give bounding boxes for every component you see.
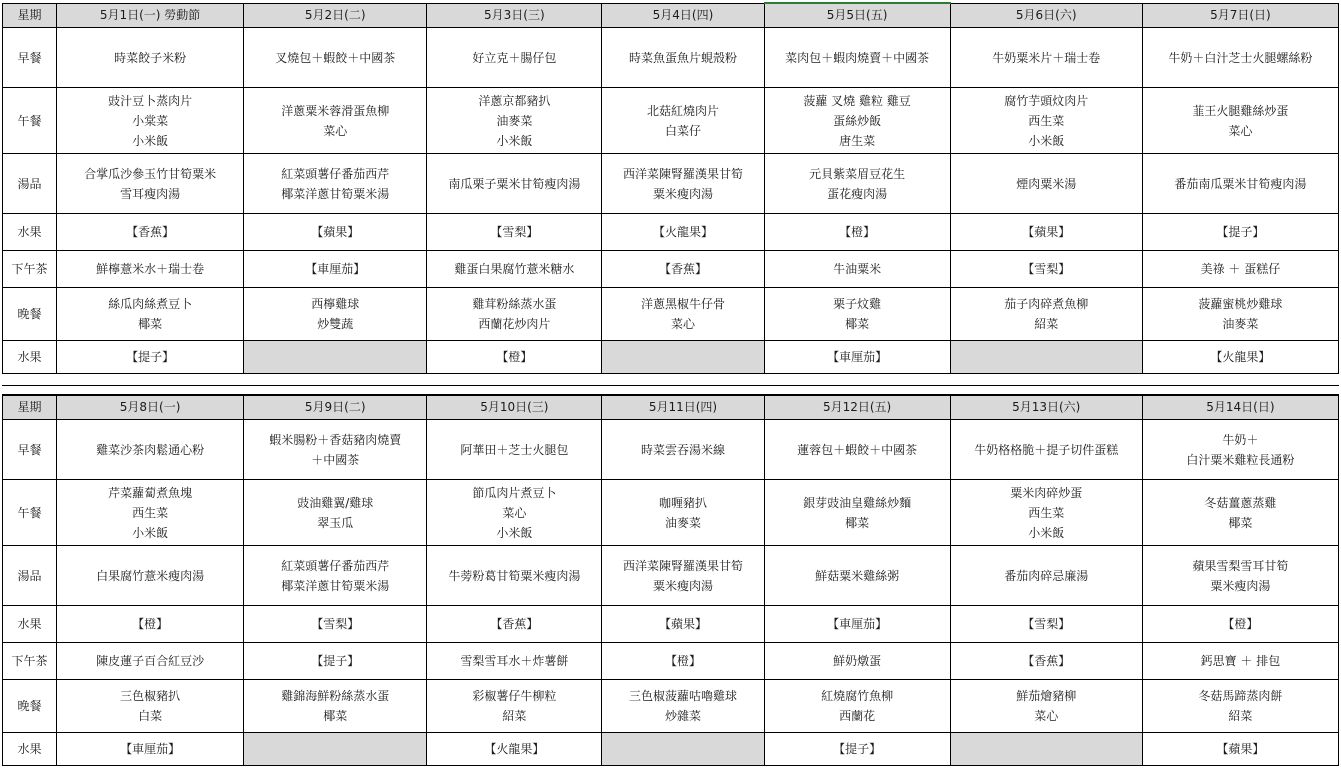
meal-type-label[interactable]: 水果 (3, 733, 57, 766)
menu-cell[interactable] (950, 733, 1142, 766)
menu-cell[interactable]: 洋蔥京都豬扒 油麥菜 小米飯 (427, 88, 602, 154)
date-header-cell[interactable]: 5月7日(日) (1142, 3, 1338, 28)
menu-cell[interactable]: 番茄南瓜粟米甘筍瘦肉湯 (1142, 154, 1338, 214)
date-header-cell[interactable]: 5月2日(二) (244, 3, 427, 28)
menu-cell[interactable]: 【蘋果】 (950, 214, 1142, 251)
menu-cell[interactable]: 【車厘茄】 (764, 341, 950, 374)
menu-cell[interactable]: 豉汁豆卜蒸肉片 小棠菜 小米飯 (57, 88, 244, 154)
menu-cell[interactable]: 【香蕉】 (57, 214, 244, 251)
menu-cell[interactable]: 絲瓜肉絲煮豆卜 椰菜 (57, 288, 244, 341)
menu-cell[interactable]: 北菇紅燒肉片 白菜仔 (602, 88, 764, 154)
menu-cell[interactable]: 芹菜蘿蔔煮魚塊 西生菜 小米飯 (57, 480, 244, 546)
meal-type-label[interactable]: 午餐 (3, 480, 57, 546)
menu-cell[interactable]: 三色椒菠蘿咕嚕雞球 炒雜菜 (602, 680, 764, 733)
menu-cell[interactable]: 豉油雞翼/雞球 翠玉瓜 (244, 480, 427, 546)
menu-cell[interactable]: 【香蕉】 (950, 643, 1142, 680)
menu-cell[interactable]: 腐竹芋頭炆肉片 西生菜 小米飯 (950, 88, 1142, 154)
date-header-cell[interactable]: 5月12日(五) (764, 396, 950, 420)
menu-cell[interactable]: 時菜餃子米粉 (57, 28, 244, 88)
menu-cell[interactable]: 好立克＋腸仔包 (427, 28, 602, 88)
menu-cell[interactable]: 牛蒡粉葛甘筍粟米瘦肉湯 (427, 546, 602, 606)
menu-cell[interactable]: 【橙】 (57, 606, 244, 643)
date-header-cell[interactable]: 5月14日(日) (1142, 396, 1338, 420)
date-header-cell[interactable]: 5月9日(二) (244, 396, 427, 420)
menu-cell[interactable]: 白果腐竹薏米瘦肉湯 (57, 546, 244, 606)
menu-cell[interactable]: 牛奶粟米片＋瑞士卷 (950, 28, 1142, 88)
meal-type-label[interactable]: 水果 (3, 214, 57, 251)
menu-cell[interactable]: 【雪梨】 (244, 606, 427, 643)
menu-cell[interactable]: 美祿 ＋ 蛋糕仔 (1142, 251, 1338, 288)
menu-cell[interactable]: 菜肉包＋蝦肉燒賣＋中國茶 (764, 28, 950, 88)
menu-cell[interactable]: 蓮蓉包＋蝦餃＋中國茶 (764, 420, 950, 480)
menu-cell[interactable]: 【蘋果】 (1142, 733, 1338, 766)
menu-cell[interactable]: 【火龍果】 (1142, 341, 1338, 374)
menu-cell[interactable]: 節瓜肉片煮豆卜 菜心 小米飯 (427, 480, 602, 546)
menu-cell[interactable]: 菠蘿蜜桃炒雞球 油麥菜 (1142, 288, 1338, 341)
meal-type-label[interactable]: 湯品 (3, 546, 57, 606)
menu-cell[interactable]: 【車厘茄】 (244, 251, 427, 288)
menu-cell[interactable]: 鮮奶燉蛋 (764, 643, 950, 680)
menu-cell[interactable]: 【橙】 (764, 214, 950, 251)
menu-cell[interactable]: 銀芽豉油皇雞絲炒麵 椰菜 (764, 480, 950, 546)
menu-cell[interactable]: 【橙】 (1142, 606, 1338, 643)
meal-type-label[interactable]: 早餐 (3, 28, 57, 88)
menu-cell[interactable] (950, 341, 1142, 374)
date-header-cell[interactable]: 5月10日(三) (427, 396, 602, 420)
menu-cell[interactable]: 韮王火腿雞絲炒蛋 菜心 (1142, 88, 1338, 154)
menu-week-2 (2, 395, 1339, 766)
menu-cell[interactable]: 牛油粟米 (764, 251, 950, 288)
menu-cell[interactable]: 合掌瓜沙參玉竹甘筍粟米 雪耳瘦肉湯 (57, 154, 244, 214)
date-header-cell[interactable]: 5月6日(六) (950, 3, 1142, 28)
menu-cell[interactable]: 【香蕉】 (602, 251, 764, 288)
menu-cell[interactable]: 三色椒豬扒 白菜 (57, 680, 244, 733)
menu-cell[interactable]: 【車厘茄】 (57, 733, 244, 766)
menu-cell[interactable]: 【火龍果】 (602, 214, 764, 251)
date-header-cell[interactable]: 5月1日(一) 勞動節 (57, 3, 244, 28)
menu-cell[interactable]: 【雪梨】 (950, 606, 1142, 643)
date-header-cell[interactable]: 5月11日(四) (602, 396, 764, 420)
menu-cell[interactable]: 紅菜頭薯仔番茄西芹 椰菜洋蔥甘筍粟米湯 (244, 154, 427, 214)
menu-cell[interactable]: 咖喱豬扒 油麥菜 (602, 480, 764, 546)
meal-type-label[interactable]: 晚餐 (3, 288, 57, 341)
menu-cell[interactable]: 紅菜頭薯仔番茄西芹 椰菜洋蔥甘筍粟米湯 (244, 546, 427, 606)
menu-cell[interactable]: 南瓜栗子粟米甘筍瘦肉湯 (427, 154, 602, 214)
menu-cell[interactable]: 鮮菇粟米雞絲粥 (764, 546, 950, 606)
date-header-cell[interactable]: 5月4日(四) (602, 3, 764, 28)
menu-cell[interactable]: 【香蕉】 (427, 606, 602, 643)
menu-cell[interactable]: 【蘋果】 (244, 214, 427, 251)
menu-cell[interactable]: 栗子炆雞 椰菜 (764, 288, 950, 341)
meal-type-label[interactable]: 下午茶 (3, 643, 57, 680)
menu-cell[interactable]: 蘋果雪梨雪耳甘筍 粟米瘦肉湯 (1142, 546, 1338, 606)
menu-cell[interactable]: 【提子】 (764, 733, 950, 766)
menu-cell[interactable]: 牛奶＋ 白汁粟米雞粒長通粉 (1142, 420, 1338, 480)
menu-cell[interactable]: 時菜雲吞湯米線 (602, 420, 764, 480)
menu-cell[interactable]: 鮮檸薏米水＋瑞士卷 (57, 251, 244, 288)
menu-cell[interactable]: 紅燒腐竹魚柳 西蘭花 (764, 680, 950, 733)
meal-type-label[interactable]: 晚餐 (3, 680, 57, 733)
date-header-cell[interactable]: 5月5日(五) (764, 3, 950, 28)
meal-type-label[interactable]: 水果 (3, 606, 57, 643)
menu-cell[interactable]: 鮮茄燴豬柳 菜心 (950, 680, 1142, 733)
week-separator (2, 385, 1339, 395)
menu-cell[interactable]: 元貝紫菜眉豆花生 蛋花瘦肉湯 (764, 154, 950, 214)
menu-cell[interactable]: 【提子】 (244, 643, 427, 680)
menu-cell[interactable]: 西檸雞球 炒雙蔬 (244, 288, 427, 341)
menu-cell[interactable]: 【橙】 (602, 643, 764, 680)
menu-cell[interactable]: 【車厘茄】 (764, 606, 950, 643)
menu-cell[interactable]: 【雪梨】 (427, 214, 602, 251)
menu-cell[interactable]: 蝦米腸粉＋香菇豬肉燒賣 ＋中國茶 (244, 420, 427, 480)
menu-week-1 (2, 2, 1339, 374)
menu-cell[interactable]: 陳皮蓮子百合紅豆沙 (57, 643, 244, 680)
menu-cell[interactable]: 雞錦海鮮粉絲蒸水蛋 椰菜 (244, 680, 427, 733)
date-header-cell[interactable]: 5月13日(六) (950, 396, 1142, 420)
menu-cell[interactable]: 【火龍果】 (427, 733, 602, 766)
menu-cell[interactable]: 番茄肉碎忌廉湯 (950, 546, 1142, 606)
menu-cell[interactable]: 【雪梨】 (950, 251, 1142, 288)
menu-cell[interactable]: 彩椒薯仔牛柳粒 紹菜 (427, 680, 602, 733)
meal-type-label[interactable]: 下午茶 (3, 251, 57, 288)
menu-cell[interactable]: 雞菜沙茶肉鬆通心粉 (57, 420, 244, 480)
menu-cell[interactable]: 西洋菜陳腎羅漢果甘筍 粟米瘦肉湯 (602, 546, 764, 606)
weekday-header-label[interactable]: 星期 (3, 396, 57, 420)
menu-cell[interactable]: 雞蛋白果腐竹薏米糖水 (427, 251, 602, 288)
menu-cell[interactable]: 牛奶＋白汁芝士火腿螺絲粉 (1142, 28, 1338, 88)
meal-type-label[interactable]: 午餐 (3, 88, 57, 154)
menu-cell[interactable]: 雪梨雪耳水＋炸薯餅 (427, 643, 602, 680)
menu-cell[interactable] (244, 733, 427, 766)
menu-cell[interactable]: 鈣思寶 ＋ 排包 (1142, 643, 1338, 680)
menu-cell[interactable]: 【橙】 (427, 341, 602, 374)
menu-cell[interactable]: 【蘋果】 (602, 606, 764, 643)
meal-type-label[interactable]: 水果 (3, 341, 57, 374)
menu-cell[interactable]: 茄子肉碎煮魚柳 紹菜 (950, 288, 1142, 341)
meal-type-label[interactable]: 湯品 (3, 154, 57, 214)
menu-cell[interactable]: 煙肉粟米湯 (950, 154, 1142, 214)
menu-cell[interactable]: 洋蔥粟米蓉滑蛋魚柳 菜心 (244, 88, 427, 154)
meal-type-label[interactable]: 早餐 (3, 420, 57, 480)
menu-cell[interactable]: 冬菇薑蔥蒸雞 椰菜 (1142, 480, 1338, 546)
menu-cell[interactable]: 菠蘿 叉燒 雞粒 雞豆 蛋絲炒飯 唐生菜 (764, 88, 950, 154)
menu-cell[interactable]: 阿華田＋芝士火腿包 (427, 420, 602, 480)
menu-cell[interactable]: 雞茸粉絲蒸水蛋 西蘭花炒肉片 (427, 288, 602, 341)
menu-cell[interactable] (244, 341, 427, 374)
menu-cell[interactable]: 【提子】 (1142, 214, 1338, 251)
menu-cell[interactable]: 時菜魚蛋魚片蜆殼粉 (602, 28, 764, 88)
date-header-cell[interactable]: 5月8日(一) (57, 396, 244, 420)
menu-cell[interactable] (602, 733, 764, 766)
menu-cell[interactable]: 洋蔥黑椒牛仔骨 菜心 (602, 288, 764, 341)
date-header-cell[interactable]: 5月3日(三) (427, 3, 602, 28)
menu-cell[interactable]: 冬菇馬蹄蒸肉餅 紹菜 (1142, 680, 1338, 733)
menu-cell[interactable]: 牛奶格格脆＋提子切件蛋糕 (950, 420, 1142, 480)
menu-cell[interactable] (602, 341, 764, 374)
menu-cell[interactable]: 西洋菜陳腎羅漢果甘筍 粟米瘦肉湯 (602, 154, 764, 214)
menu-cell[interactable]: 粟米肉碎炒蛋 西生菜 小米飯 (950, 480, 1142, 546)
menu-cell[interactable]: 【提子】 (57, 341, 244, 374)
weekday-header-label[interactable]: 星期 (3, 3, 57, 28)
menu-cell[interactable]: 叉燒包＋蝦餃＋中國茶 (244, 28, 427, 88)
